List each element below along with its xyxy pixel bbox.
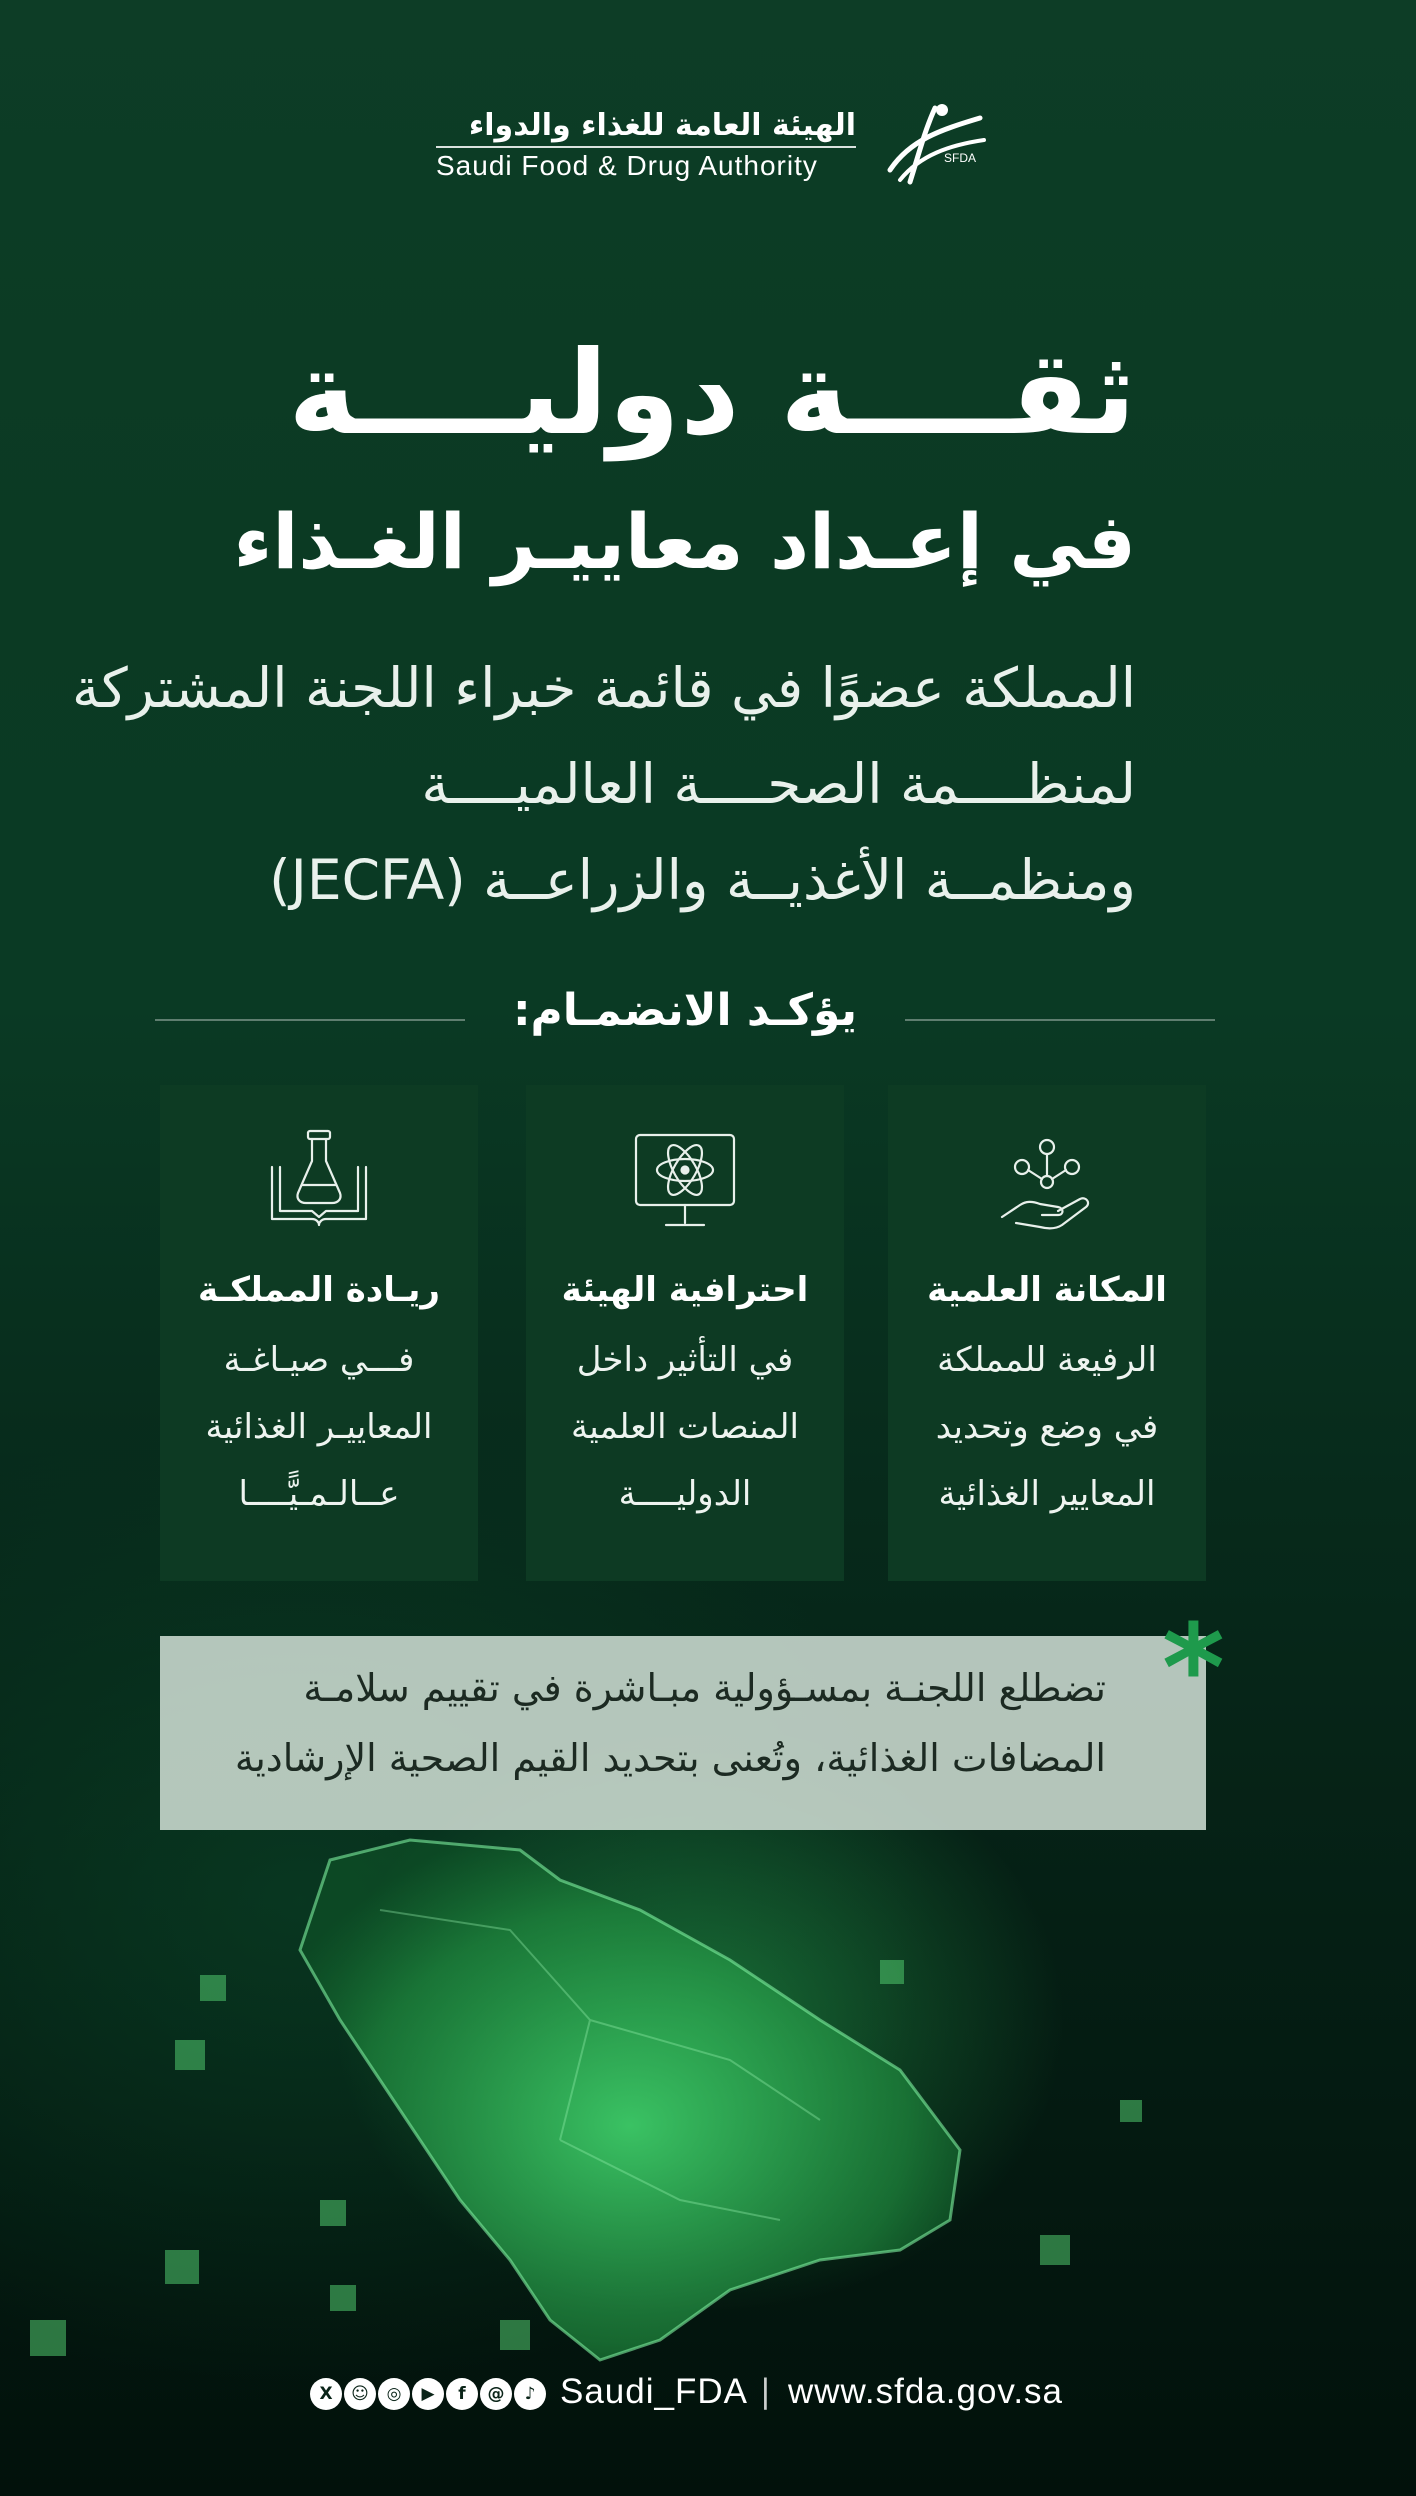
card-kingdom-leadership [160, 1085, 478, 1581]
decor-square [500, 2320, 530, 2350]
decor-square [165, 2250, 199, 2284]
facebook-icon[interactable]: f [446, 2378, 478, 2410]
book-flask-icon [264, 1127, 374, 1237]
main-title-line2: في إعـداد معاييـر الغـذاء [233, 497, 1136, 586]
card-text-line: المنصات العلمية [571, 1407, 799, 1447]
org-name-arabic: الهيئة العامة للغذاء والدواء [468, 108, 856, 143]
card-title: المكانة العلمية [927, 1270, 1167, 1310]
note-line: تضطلع اللجنـة بمسـؤولية مبـاشرة في تقييم سلامـة [303, 1666, 1106, 1710]
header [0, 100, 1416, 200]
brand-divider [436, 146, 856, 148]
youtube-icon[interactable]: ▶ [412, 2378, 444, 2410]
confirm-section-heading [155, 985, 1215, 1045]
decor-square [330, 2285, 356, 2311]
card-text-line: في التأثير داخل [576, 1340, 794, 1380]
footer [0, 2372, 1416, 2422]
subtitle-line: المملكة عضوًا في قائمة خبراء اللجنة المشتركة [71, 656, 1136, 720]
card-text-line: في وضع وتحديد [935, 1407, 1159, 1447]
card-authority-professionalism [526, 1085, 844, 1581]
subtitle-line: ومنظمــة الأغذيــة والزراعــة (JECFA) [269, 848, 1136, 912]
card-text-line: الدوليــــة [618, 1474, 752, 1514]
social-handle[interactable]: Saudi_FDA [560, 2372, 748, 2411]
card-text-line: المعاييـر الغذائية [205, 1407, 433, 1447]
footer-separator: | [760, 2372, 771, 2410]
card-title: ريـادة المملكـة [198, 1270, 440, 1310]
decor-square [1120, 2100, 1142, 2122]
threads-icon[interactable]: @ [480, 2378, 512, 2410]
note-box [160, 1636, 1206, 1830]
asterisk-icon: * [1162, 1600, 1225, 1739]
monitor-atom-icon [630, 1127, 740, 1237]
card-title: احترافية الهيئة [561, 1270, 809, 1310]
decor-square [1040, 2235, 1070, 2265]
card-text-line: الرفيعة للمملكة [937, 1340, 1157, 1380]
decor-square [880, 1960, 904, 1984]
decor-square [30, 2320, 66, 2356]
subtitle-line: لمنظــــمة الصحــــة العالميــــة [421, 752, 1136, 816]
logo-text: SFDA [944, 151, 977, 165]
snapchat-icon[interactable]: ☺ [344, 2378, 376, 2410]
org-name-english: Saudi Food & Drug Authority [436, 150, 818, 181]
hand-molecule-icon [992, 1127, 1102, 1237]
card-text-line: فـــي صيـاغـة [223, 1340, 415, 1380]
decor-square [200, 1975, 226, 2001]
website-link[interactable]: www.sfda.gov.sa [788, 2372, 1064, 2411]
instagram-icon[interactable]: ◎ [378, 2378, 410, 2410]
card-text-line: المعايير الغذائية [938, 1474, 1156, 1514]
main-title: ثقــــة دوليــــة [288, 326, 1136, 461]
card-scientific-standing [888, 1085, 1206, 1581]
decor-square [320, 2200, 346, 2226]
x-icon[interactable]: X [310, 2378, 342, 2410]
confirm-heading-text: يؤكـد الانضمـام: [512, 985, 858, 1036]
saudi-map-illustration [260, 1820, 1020, 2380]
subtitle [71, 640, 1136, 928]
tiktok-icon[interactable]: ♪ [514, 2378, 546, 2410]
note-line: المضافات الغذائية، وتُعنى بتحديد القيم الصحية الإرشادية [234, 1736, 1106, 1780]
sfda-logo [880, 100, 990, 190]
card-text-line: عــالـمـيًّــــا [238, 1474, 400, 1514]
decor-square [175, 2040, 205, 2070]
